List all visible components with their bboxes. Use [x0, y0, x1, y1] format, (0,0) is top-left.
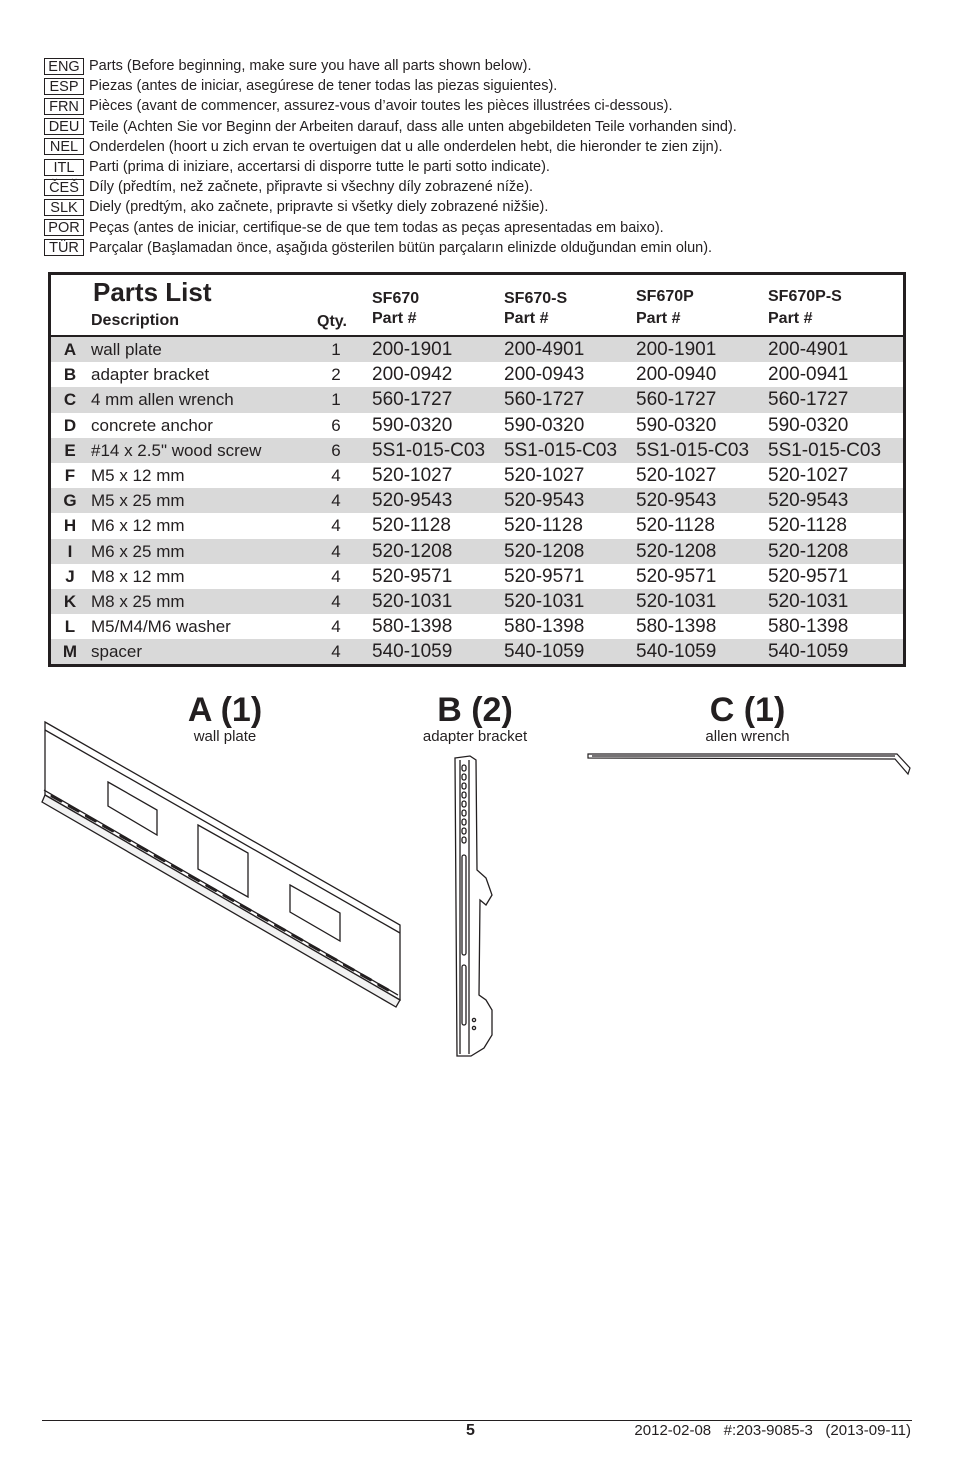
row-part-number: 560-1727 [372, 389, 453, 411]
row-part-number: 520-9571 [768, 565, 849, 587]
row-part-number: 590-0320 [636, 414, 717, 436]
header-part-2: Part # [504, 310, 549, 327]
row-part-number: 520-9543 [504, 490, 585, 512]
row-part-number: 200-1901 [372, 339, 453, 360]
row-part-number: 520-1031 [636, 590, 717, 612]
header-model-1: SF670 [372, 290, 420, 307]
row-part-number: 5S1-015-C03 [372, 439, 486, 461]
row-part-number: 560-1727 [768, 389, 849, 411]
row-description: M6 x 25 mm [91, 541, 185, 561]
language-text: Parts (Before beginning, make sure you have all parts shown below). [89, 58, 532, 75]
row-part-number: 200-1901 [636, 339, 717, 360]
row-part-number: 540-1059 [372, 641, 453, 663]
row-letter: A [63, 340, 77, 359]
row-part-number: 580-1398 [372, 616, 453, 638]
header-part-3: Part # [636, 310, 681, 327]
row-letter: H [63, 516, 77, 536]
row-part-number: 520-1208 [504, 540, 585, 562]
page-number: 5 [466, 1422, 475, 1439]
part-c-caption: allen wrench [705, 728, 790, 745]
row-description: adapter bracket [91, 365, 210, 385]
language-text: Parti (prima di iniziare, accertarsi di disporre tutte le parti sotto indicate). [89, 159, 550, 176]
row-part-number: 560-1727 [504, 389, 585, 411]
row-part-number: 5S1-015-C03 [636, 439, 750, 461]
row-letter: K [63, 591, 77, 611]
row-part-number: 200-0942 [372, 364, 453, 386]
row-part-number: 580-1398 [636, 616, 717, 638]
row-part-number: 520-1208 [636, 540, 717, 562]
row-part-number: 520-9543 [636, 490, 717, 512]
row-qty: 6 [331, 440, 341, 460]
row-part-number: 540-1059 [768, 641, 849, 663]
language-text: Diely (predtým, ako začnete, pripravte si všetky diely zobrazené nižšie). [89, 199, 549, 216]
row-part-number: 520-9571 [504, 565, 585, 587]
row-qty: 6 [331, 415, 341, 435]
row-qty: 4 [331, 541, 341, 561]
row-qty: 4 [331, 642, 341, 662]
row-description: M8 x 25 mm [91, 591, 185, 611]
header-part-4: Part # [768, 310, 813, 327]
row-description: 4 mm allen wrench [91, 390, 234, 410]
row-part-number: 520-1128 [372, 515, 451, 537]
header-qty: Qty. [317, 313, 347, 330]
row-part-number: 520-1128 [636, 515, 715, 537]
row-part-number: 5S1-015-C03 [768, 439, 882, 461]
header-model-3: SF670P [636, 288, 694, 305]
row-part-number: 520-9571 [372, 565, 453, 587]
language-code: POR [44, 219, 84, 236]
header-model-2: SF670-S [504, 290, 568, 307]
row-part-number: 200-0943 [504, 364, 585, 386]
language-text: Piezas (antes de iniciar, asegúrese de tener todas las piezas siguientes). [89, 78, 558, 95]
row-part-number: 520-1027 [372, 464, 453, 486]
row-part-number: 560-1727 [636, 389, 717, 411]
language-text: Parçalar (Başlamadan önce, aşağıda gösterilen bütün parçaların elinizde olduğundan emin olun). [89, 239, 713, 256]
row-letter: L [64, 617, 76, 637]
row-part-number: 200-0941 [768, 364, 849, 386]
row-part-number: 520-1031 [372, 590, 453, 612]
row-part-number: 5S1-015-C03 [504, 439, 618, 461]
row-part-number: 520-1027 [636, 464, 717, 486]
header-part-1: Part # [372, 310, 417, 327]
language-code: ČEŠ [44, 179, 84, 196]
language-text: Teile (Achten Sie vor Beginn der Arbeiten darauf, dass alle unten abgebildeten Teile vorhanden sind). [89, 118, 737, 135]
language-code: NEL [44, 138, 84, 155]
language-code: ESP [44, 78, 84, 95]
table-title: Parts List [93, 277, 212, 307]
language-text: Onderdelen (hoort u zich ervan te overtuigen dat u alle onderdelen hebt, die hieronder te zien zijn). [89, 138, 723, 155]
row-part-number: 540-1059 [504, 641, 585, 663]
row-letter: M [62, 642, 78, 662]
row-part-number: 590-0320 [504, 414, 585, 436]
row-part-number: 520-9571 [636, 565, 717, 587]
part-b-title: B (2) [437, 691, 513, 729]
row-part-number: 520-1128 [504, 515, 583, 537]
row-description: M5/M4/M6 washer [91, 617, 231, 637]
document-reference: 2012-02-08 #:203-9085-3 (2013-09-11) [634, 1422, 911, 1439]
row-qty: 1 [331, 390, 341, 410]
row-letter: C [63, 390, 77, 410]
row-description: concrete anchor [91, 415, 213, 435]
footer-rule [42, 1420, 912, 1421]
row-letter: D [63, 415, 77, 435]
row-part-number: 520-1031 [768, 590, 849, 612]
row-qty: 4 [331, 465, 341, 485]
row-description: M8 x 12 mm [91, 566, 185, 586]
row-letter: F [64, 465, 76, 485]
row-description: M6 x 12 mm [91, 516, 185, 536]
row-part-number: 200-0940 [636, 364, 717, 386]
language-text: Díly (předtím, než začnete, připravte si všechny díly zobrazené níže). [89, 179, 534, 196]
row-qty: 2 [331, 365, 341, 385]
row-qty: 1 [331, 340, 341, 359]
language-text: Peças (antes de iniciar, certifique-se de que tem todas as peças apresentadas em baixo). [89, 219, 664, 236]
row-description: M5 x 25 mm [91, 491, 185, 511]
row-qty: 4 [331, 491, 341, 511]
row-letter: G [63, 491, 77, 511]
row-letter: J [65, 566, 75, 586]
row-part-number: 200-4901 [504, 339, 585, 360]
row-part-number: 580-1398 [768, 616, 849, 638]
row-part-number: 540-1059 [636, 641, 717, 663]
row-part-number: 520-1031 [504, 590, 585, 612]
row-letter: B [63, 365, 77, 385]
row-qty: 4 [331, 617, 341, 637]
row-qty: 4 [331, 591, 341, 611]
row-letter: E [64, 440, 76, 460]
row-description: spacer [91, 642, 143, 662]
language-code: TÜR [44, 239, 84, 256]
row-qty: 4 [331, 566, 341, 586]
row-part-number: 520-9543 [372, 490, 453, 512]
row-part-number: 520-1027 [504, 464, 585, 486]
row-qty: 4 [331, 516, 341, 536]
language-code: SLK [44, 199, 84, 216]
row-part-number: 520-1208 [372, 540, 453, 562]
row-part-number: 580-1398 [504, 616, 585, 638]
part-a-title: A (1) [187, 691, 263, 729]
language-code: FRN [44, 98, 84, 115]
row-part-number: 520-9543 [768, 490, 849, 512]
header-model-4: SF670P-S [768, 288, 842, 305]
part-b-caption: adapter bracket [422, 728, 528, 745]
header-description: Description [91, 312, 180, 329]
row-part-number: 520-1027 [768, 464, 849, 486]
language-code: DEU [44, 118, 84, 135]
row-description: wall plate [91, 340, 162, 359]
language-code: ENG [44, 58, 84, 75]
row-part-number: 590-0320 [372, 414, 453, 436]
part-a-caption: wall plate [193, 728, 257, 745]
row-part-number: 590-0320 [768, 414, 849, 436]
row-part-number: 520-1208 [768, 540, 849, 562]
row-description: M5 x 12 mm [91, 465, 185, 485]
part-c-title: C (1) [709, 691, 786, 729]
row-letter: I [67, 541, 73, 561]
row-description: #14 x 2.5" wood screw [91, 440, 262, 460]
language-code: ITL [44, 159, 84, 176]
row-part-number: 200-4901 [768, 339, 849, 360]
language-text: Pièces (avant de commencer, assurez-vous d’avoir toutes les pièces illustrées ci-dessous). [89, 98, 673, 115]
row-part-number: 520-1128 [768, 515, 847, 537]
